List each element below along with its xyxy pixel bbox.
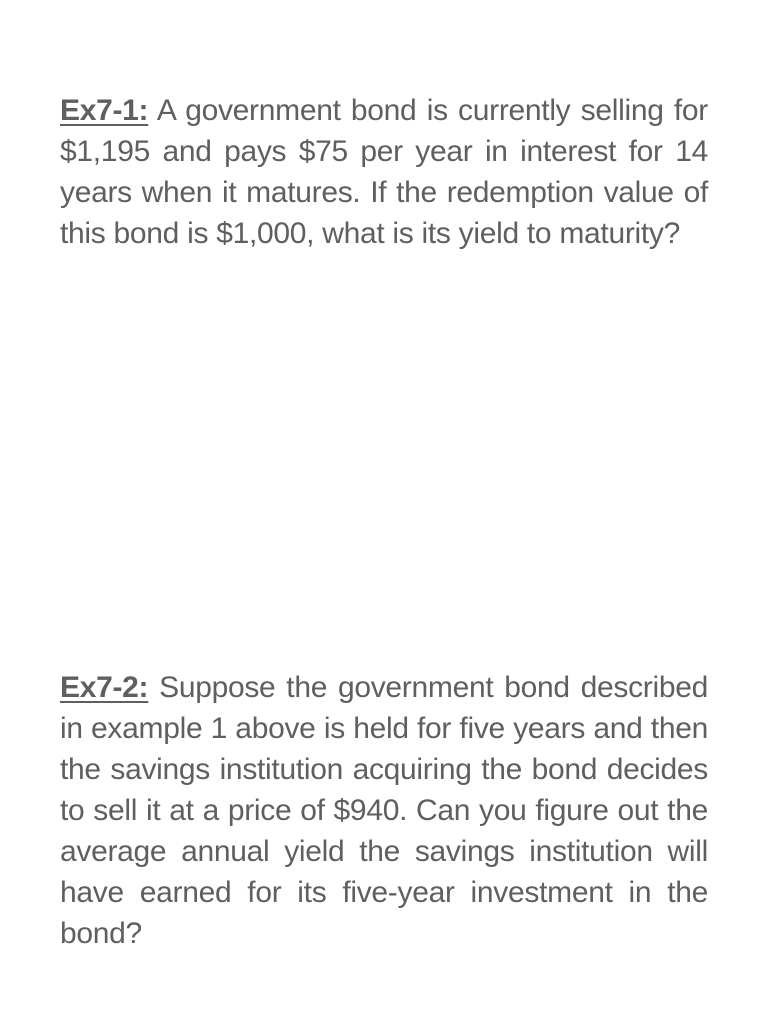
exercise-label: Ex7-1: — [60, 94, 149, 127]
exercise-text: A government bond is currently selling for $1,195 and pays $75 per year in interest for 14 years when it matures. If the redemption value of this bond is $1,000, what is its yield to maturity? — [60, 94, 708, 250]
exercise-7-2 — [60, 667, 708, 954]
exercise-label: Ex7-2: — [60, 671, 149, 704]
exercise-7-1 — [60, 90, 708, 254]
exercise-text: Suppose the government bond described in example 1 above is held for five years and then the savings institution acquiring the bond decides to sell it at a price of $940. Can you figure out the average annual yield the savings institution will have earned for its five-year investment in the bond? — [60, 671, 708, 950]
